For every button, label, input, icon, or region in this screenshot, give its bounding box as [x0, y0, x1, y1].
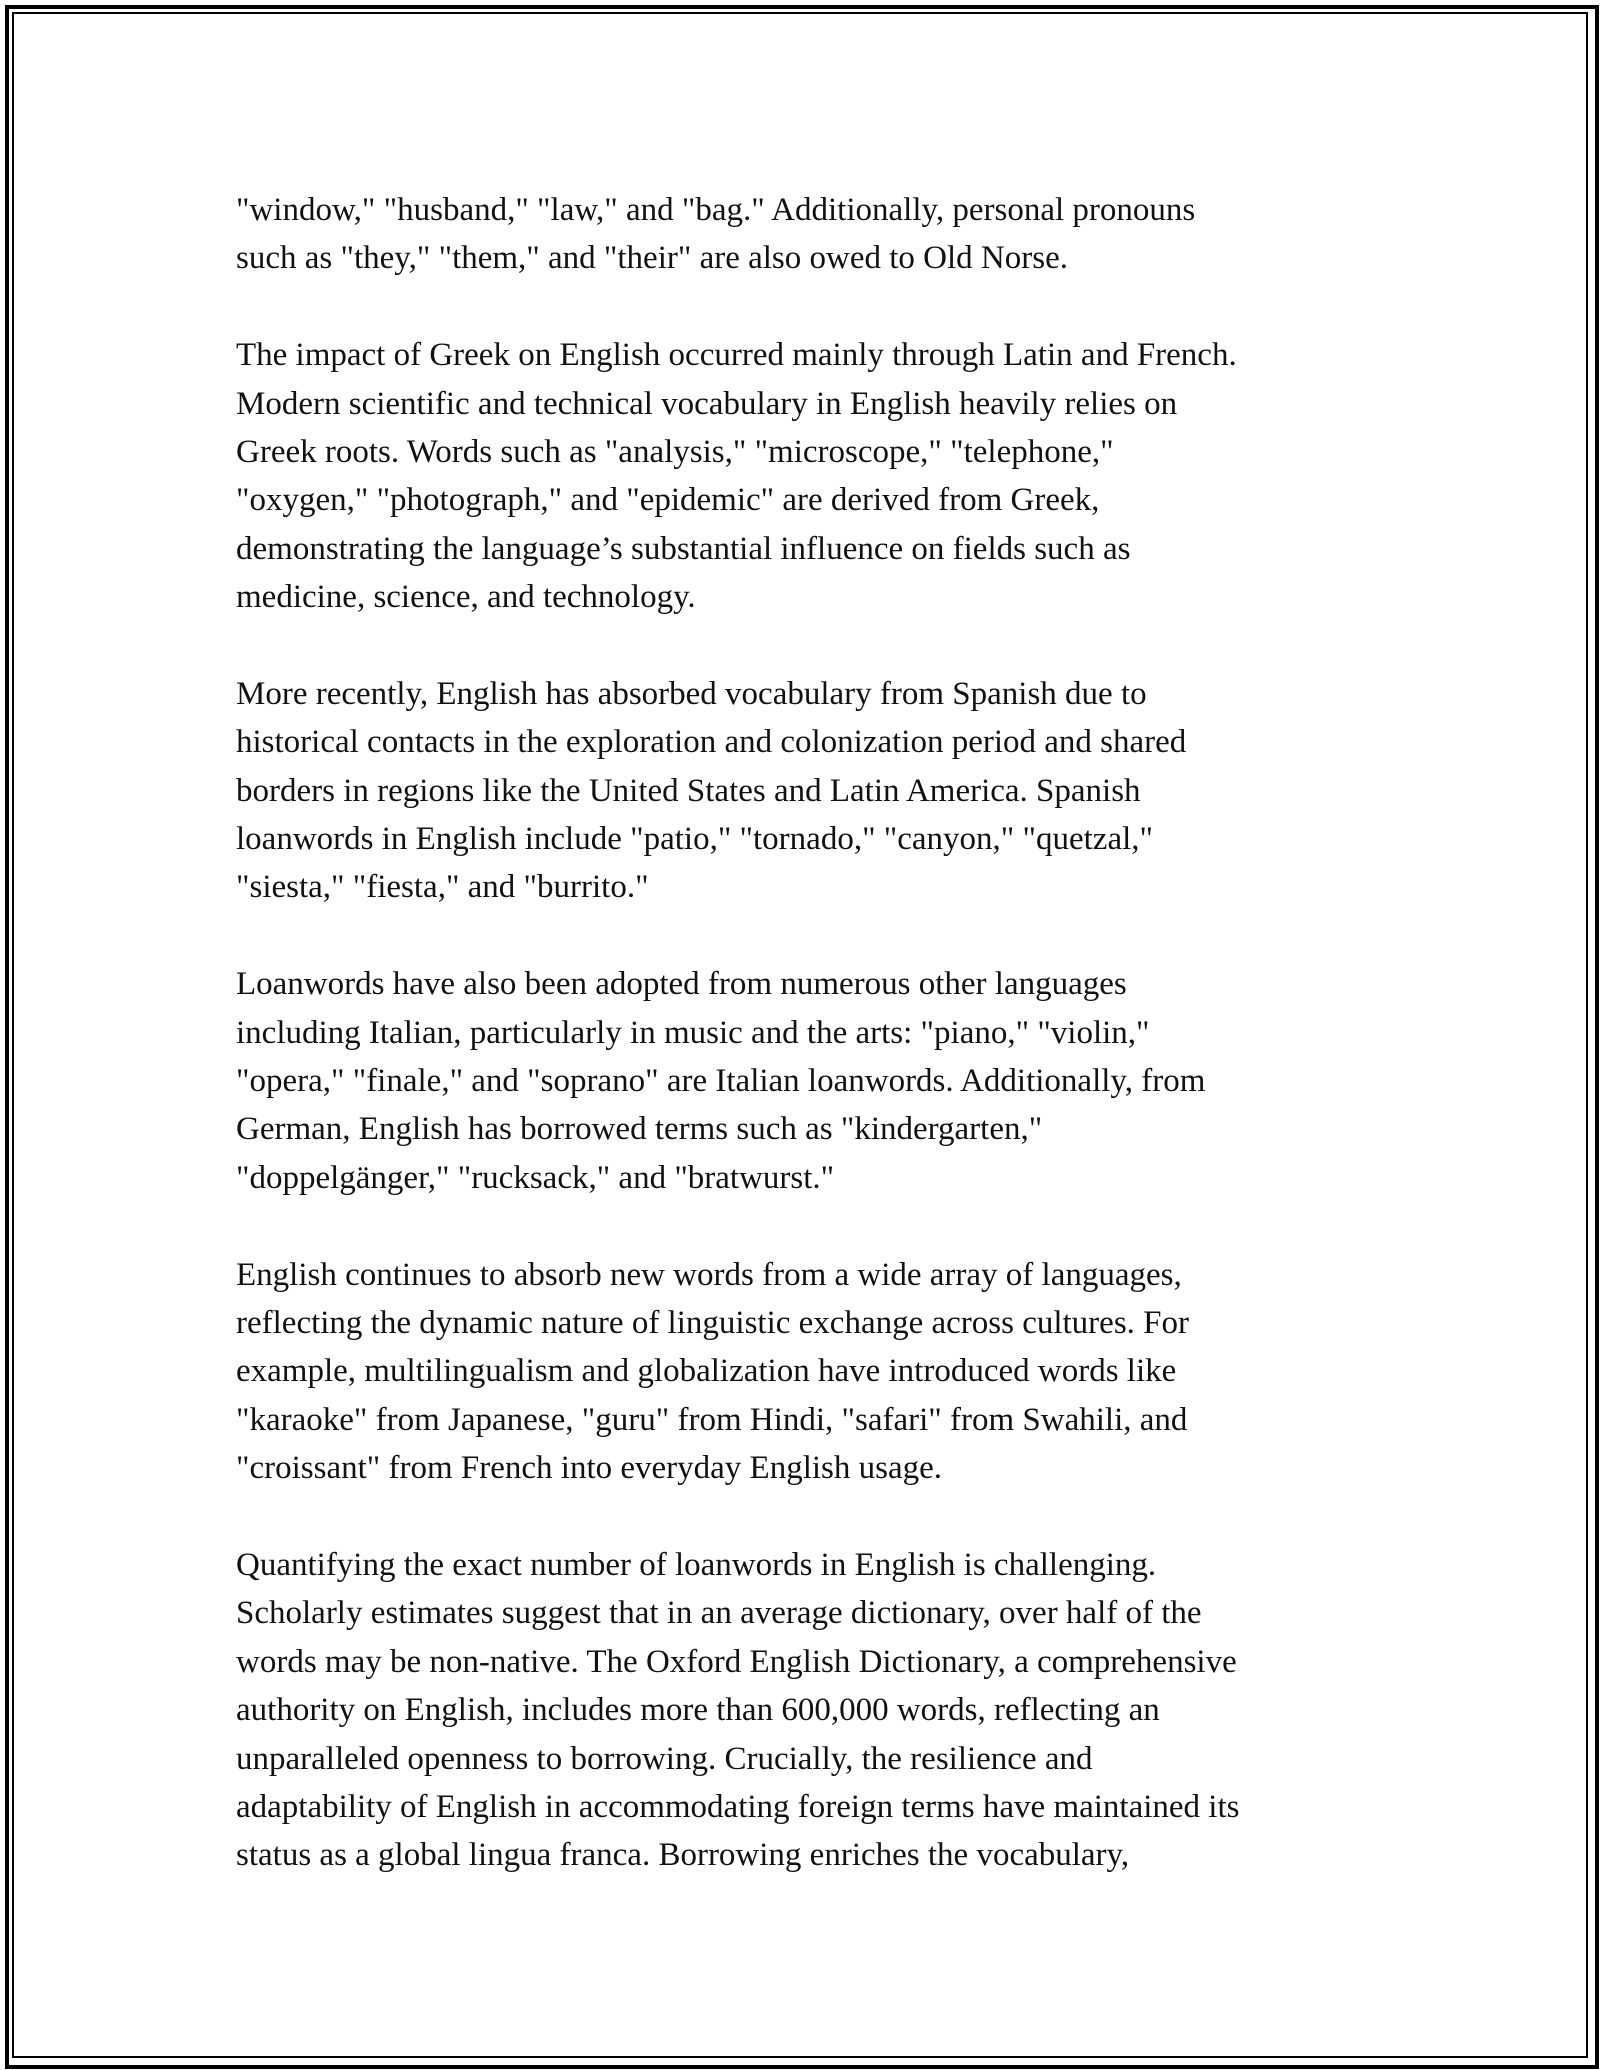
- text-line: status as a global lingua franca. Borrowing enriches the vocabulary,: [236, 1837, 1130, 1874]
- text-line: "doppelgänger," "rucksack," and "bratwurst.": [236, 1159, 835, 1196]
- text-line: Scholarly estimates suggest that in an average dictionary, over half of the: [236, 1595, 1202, 1632]
- text-line: German, English has borrowed terms such as "kindergarten,": [236, 1111, 1043, 1148]
- text-line: "oxygen," "photograph," and "epidemic" are derived from Greek,: [236, 482, 1100, 519]
- text-line: borders in regions like the United States and Latin America. Spanish: [236, 772, 1141, 809]
- text-line: Modern scientific and technical vocabulary in English heavily relies on: [236, 385, 1178, 422]
- paragraph-spanish: [236, 670, 1366, 912]
- text-line: Greek roots. Words such as "analysis," "microscope," "telephone,": [236, 433, 1114, 470]
- text-line: "croissant" from French into everyday English usage.: [236, 1450, 943, 1487]
- text-line: adaptability of English in accommodating foreign terms have maintained its: [236, 1788, 1240, 1825]
- text-line: The impact of Greek on English occurred mainly through Latin and French.: [236, 337, 1237, 374]
- text-line: loanwords in English include "patio," "tornado," "canyon," "quetzal,": [236, 821, 1153, 858]
- paragraph-old-norse: [236, 186, 1366, 283]
- text-line: words may be non-native. The Oxford English Dictionary, a comprehensive: [236, 1643, 1237, 1680]
- paragraph-italian-german: [236, 960, 1366, 1202]
- paragraph-global-languages: [236, 1251, 1366, 1493]
- paragraph-greek: [236, 331, 1366, 621]
- text-line: authority on English, includes more than 600,000 words, reflecting an: [236, 1692, 1160, 1729]
- text-line: unparalleled openness to borrowing. Crucially, the resilience and: [236, 1740, 1093, 1777]
- text-line: "window," "husband," "law," and "bag." Additionally, personal pronouns: [236, 192, 1196, 228]
- text-line: demonstrating the language’s substantial influence on fields such as: [236, 530, 1131, 567]
- text-line: "siesta," "fiesta," and "burrito.": [236, 869, 649, 906]
- text-line: including Italian, particularly in music and the arts: "piano," "violin,": [236, 1014, 1150, 1051]
- text-line: reflecting the dynamic nature of linguistic exchange across cultures. For: [236, 1304, 1190, 1341]
- text-line: "opera," "finale," and "soprano" are Italian loanwords. Additionally, from: [236, 1063, 1206, 1100]
- text-line: English continues to absorb new words from a wide array of languages,: [236, 1256, 1182, 1293]
- text-line: Loanwords have also been adopted from numerous other languages: [236, 966, 1127, 1003]
- text-line: medicine, science, and technology.: [236, 579, 696, 616]
- text-line: Quantifying the exact number of loanwords in English is challenging.: [236, 1546, 1157, 1583]
- document-body: [236, 186, 1366, 1928]
- text-line: example, multilingualism and globalization have introduced words like: [236, 1353, 1177, 1390]
- text-line: historical contacts in the exploration and colonization period and shared: [236, 724, 1187, 761]
- text-line: such as "they," "them," and "their" are also owed to Old Norse.: [236, 240, 1068, 277]
- text-line: "karaoke" from Japanese, "guru" from Hindi, "safari" from Swahili, and: [236, 1401, 1188, 1438]
- text-line: More recently, English has absorbed vocabulary from Spanish due to: [236, 675, 1147, 712]
- paragraph-quantifying-loanwords: [236, 1541, 1366, 1880]
